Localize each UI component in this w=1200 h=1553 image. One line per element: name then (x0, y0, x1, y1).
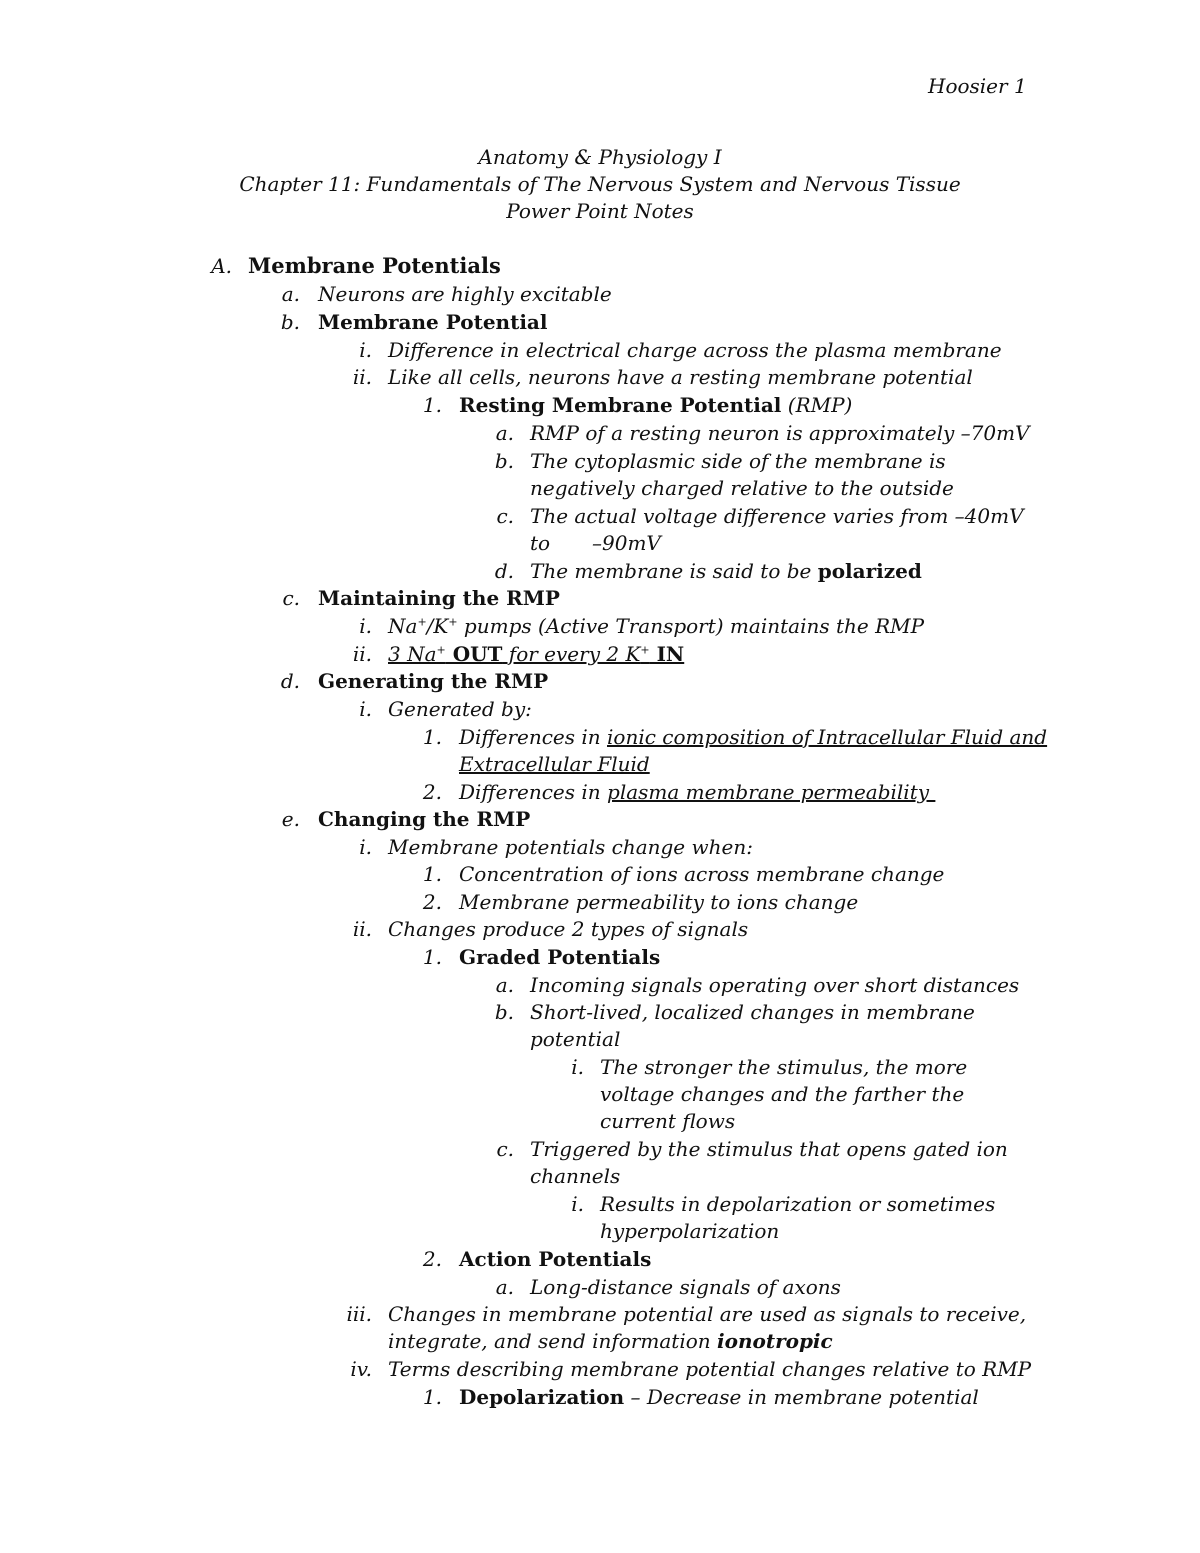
list-marker: 1. (422, 393, 442, 417)
list-marker: i. (359, 697, 372, 721)
list-marker: i. (571, 1192, 584, 1216)
list-item-text: Changes in membrane potential are used as signals to receive, (388, 1302, 1027, 1326)
term-abbrev: (RMP) (781, 393, 853, 417)
list-marker: a. (495, 421, 514, 445)
list-marker: 1. (422, 862, 442, 886)
list-item-continuation (388, 1328, 833, 1354)
list-marker: c. (282, 586, 300, 610)
list-item-text: Like all cells, neurons have a resting membrane potential (388, 365, 973, 389)
list-marker: ii. (352, 642, 372, 666)
list-marker: i. (571, 1055, 584, 1079)
list-marker: iv. (350, 1357, 372, 1381)
list-marker: iii. (346, 1302, 372, 1326)
list-item-text: The actual voltage difference varies from –40mV (530, 504, 1024, 528)
list-item-text (459, 724, 1047, 750)
term-bold: Depolarization (459, 1385, 625, 1409)
list-marker: c. (496, 504, 514, 528)
list-item-text: Long-distance signals of axons (530, 1275, 841, 1299)
list-item-continuation: voltage changes and the farther the (600, 1082, 965, 1106)
list-marker: A. (211, 254, 232, 278)
list-marker: 2. (422, 890, 442, 914)
subsection-heading: Changing the RMP (318, 807, 531, 831)
list-marker: 1. (422, 1385, 442, 1409)
list-marker: i. (359, 614, 372, 638)
list-item-text: Terms describing membrane potential changes relative to RMP (388, 1357, 1032, 1381)
course-title: Anatomy & Physiology I (478, 145, 722, 169)
list-marker: a. (281, 282, 300, 306)
list-item-continuation: hyperpolarization (600, 1219, 780, 1243)
list-marker: a. (495, 1275, 514, 1299)
list-marker: i. (359, 338, 372, 362)
list-marker: b. (494, 449, 514, 473)
chapter-title: Chapter 11: Fundamentals of The Nervous System and Nervous Tissue (239, 172, 961, 196)
text-run: Differences in (459, 780, 608, 804)
text-run: The membrane is said to be (530, 559, 818, 583)
term-bold: OUT (445, 642, 503, 666)
page-header: Hoosier 1 (928, 74, 1027, 98)
list-item-continuation: channels (530, 1164, 621, 1188)
list-item-text: The cytoplasmic side of the membrane is (530, 449, 946, 473)
text-run: 3 Na (388, 642, 437, 666)
continuation-word: to (530, 531, 551, 555)
superscript: + (417, 615, 427, 629)
list-item-text: The stronger the stimulus, the more (600, 1055, 968, 1079)
section-heading: Membrane Potentials (248, 253, 501, 278)
list-item-text: Membrane permeability to ions change (459, 890, 859, 914)
superscript: + (448, 615, 458, 629)
list-item-text: Difference in electrical charge across the plasma membrane (388, 338, 1002, 362)
list-item-text: Incoming signals operating over short distances (530, 973, 1020, 997)
list-marker: 2. (422, 780, 442, 804)
list-item-text (388, 641, 684, 667)
list-item-text (388, 613, 924, 639)
list-item-text: Triggered by the stimulus that opens gated ion (530, 1137, 1008, 1161)
superscript: + (640, 643, 650, 657)
text-run: /K (426, 614, 449, 638)
list-marker: 1. (422, 945, 442, 969)
list-marker: c. (496, 1137, 514, 1161)
list-marker: i. (359, 835, 372, 859)
text-run: – Decrease in membrane potential (624, 1385, 979, 1409)
text-run: Differences in (459, 725, 608, 749)
underlined-text: plasma membrane permeability (607, 780, 936, 804)
list-item-text: Membrane potentials change when: (388, 835, 753, 859)
term-bold: polarized (817, 559, 922, 583)
list-item-text: RMP of a resting neuron is approximately –70mV (530, 421, 1030, 445)
list-item-text: Changes produce 2 types of signals (388, 917, 749, 941)
list-item-continuation: current flows (600, 1109, 736, 1133)
term-bold: Resting Membrane Potential (459, 393, 782, 417)
list-marker: a. (495, 973, 514, 997)
subsection-heading: Action Potentials (459, 1247, 652, 1271)
list-item-continuation: potential (530, 1027, 621, 1051)
list-marker: d. (494, 559, 514, 583)
text-run: pumps (Active Transport) maintains the RMP (457, 614, 925, 638)
list-item-text: Generated by: (388, 697, 532, 721)
subsection-heading: Generating the RMP (318, 669, 549, 693)
text-run: integrate, and send information (388, 1329, 718, 1353)
text-run: for every 2 K (502, 642, 641, 666)
notes-subtitle: Power Point Notes (506, 199, 694, 223)
list-item-continuation: Extracellular Fluid (459, 752, 650, 776)
subsection-heading: Membrane Potential (318, 310, 548, 334)
list-marker: d. (280, 669, 300, 693)
list-marker: 1. (422, 725, 442, 749)
list-item-text: Short-lived, localized changes in membrane (530, 1000, 975, 1024)
list-item-text (459, 779, 935, 805)
list-item-text (459, 392, 852, 418)
list-item-continuation: negatively charged relative to the outside (530, 476, 954, 500)
list-marker: e. (281, 807, 300, 831)
subsection-heading: Graded Potentials (459, 945, 661, 969)
term-bold: IN (649, 642, 685, 666)
list-marker: b. (280, 310, 300, 334)
list-item-text: Concentration of ions across membrane change (459, 862, 945, 886)
list-item-text (459, 1384, 979, 1410)
list-marker: ii. (352, 917, 372, 941)
continuation-value: –90mV (592, 531, 661, 555)
superscript: + (436, 643, 446, 657)
subsection-heading: Maintaining the RMP (318, 586, 560, 610)
list-marker: b. (494, 1000, 514, 1024)
list-item-text: Neurons are highly excitable (318, 282, 612, 306)
term-bold: ionotropic (717, 1329, 833, 1353)
underlined-text: ionic composition of Intracellular Fluid and (607, 725, 1048, 749)
list-item-text: Results in depolarization or sometimes (600, 1192, 996, 1216)
list-marker: 2. (422, 1247, 442, 1271)
list-item-text (530, 558, 922, 584)
list-marker: ii. (352, 365, 372, 389)
text-run: Na (388, 614, 418, 638)
